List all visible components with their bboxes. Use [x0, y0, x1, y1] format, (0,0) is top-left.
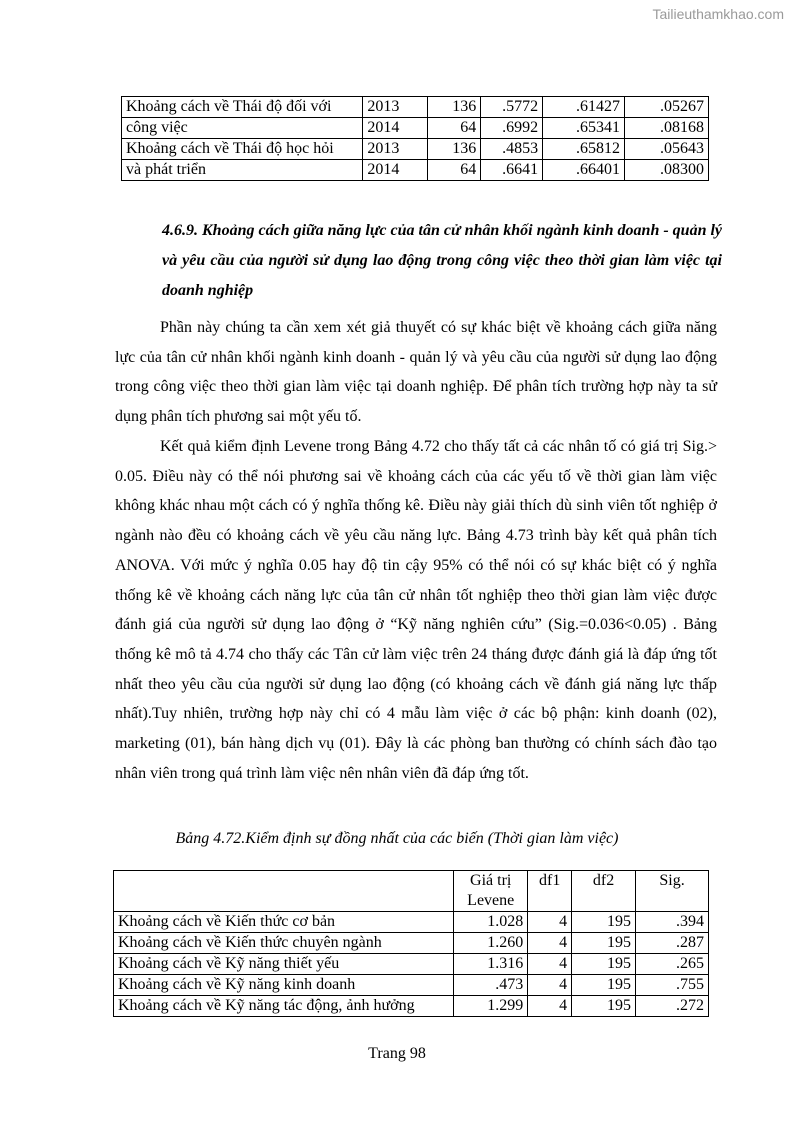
table-row: [122, 97, 709, 118]
df2-cell: 195: [572, 912, 636, 933]
df2-cell: 195: [572, 975, 636, 996]
table-row: [114, 912, 709, 933]
page-number: Trang 98: [368, 1045, 426, 1062]
header-levene: Giá trị Levene: [454, 871, 528, 912]
table-row: [114, 954, 709, 975]
se-cell: .08168: [625, 118, 709, 139]
paragraph-intro: Phần này chúng ta cần xem xét giả thuyết có sự khác biệt về khoảng cách giữa năng lực của tân cử nhân khối ngành kinh doanh - quản lý và yêu cầu của người sử dụng lao động trong công việc theo thời gian làm việc tại doanh nghiệp. Để phân tích trường hợp này ta sử dụng phân tích phương sai một yếu tố.: [115, 319, 717, 426]
table-row: [122, 139, 709, 160]
header-blank: [114, 871, 454, 912]
paragraph-results: Kết quả kiểm định Levene trong Bảng 4.72 cho thấy tất cả các nhân tố có giá trị Sig.> 0.05. Điều này có thể nói phương sai về khoảng cách của các yếu tố về thời gian làm việc không khác nhau một cách có ý nghĩa thống kê. Điều này giải thích dù sinh viên tốt nghiệp ở ngành nào đều có khoảng cách về yêu cầu năng lực. Bảng 4.73 trình bày kết quả phân tích ANOVA. Với mức ý nghĩa 0.05 hay độ tin cậy 95% có thể nói có sự khác biệt có ý nghĩa thống kê về khoảng cách năng lực của tân cử nhân tốt nghiệp theo thời gian làm việc được đánh giá của người sử dụng lao động ở “Kỹ năng nghiên cứu” (Sig.=0.036<0.05) . Bảng thống kê mô tả 4.74 cho thấy các Tân cử làm việc trên 24 tháng được đánh giá là đáp ứng tốt nhất theo yêu cầu của người sử dụng lao động (có khoảng cách về đánh giá năng lực thấp nhất).Tuy nhiên, trường hợp này chỉ có 4 mẫu làm việc ở các bộ phận: kinh doanh (02), marketing (01), bán hàng dịch vụ (01). Đây là các phòng ban thường có chính sách đào tạo nhân viên trong quá trình làm việc nên nhân viên đã đáp ứng tốt.: [115, 438, 717, 782]
se-cell: .05267: [625, 97, 709, 118]
year-cell: 2013: [363, 139, 428, 160]
n-cell: 136: [428, 139, 481, 160]
sd-cell: .66401: [543, 160, 625, 181]
sig-cell: .287: [636, 933, 709, 954]
levene-cell: .473: [454, 975, 528, 996]
levene-table: [113, 870, 709, 1017]
table-row: [122, 118, 709, 139]
row-label: công việc: [122, 118, 363, 139]
mean-cell: .6641: [481, 160, 543, 181]
year-cell: 2014: [363, 160, 428, 181]
levene-cell: 1.028: [454, 912, 528, 933]
row-label: Khoảng cách về Kiến thức chuyên ngành: [114, 933, 454, 954]
mean-cell: .5772: [481, 97, 543, 118]
table-header-row: [114, 871, 709, 912]
table-row: [114, 996, 709, 1017]
df1-cell: 4: [528, 996, 572, 1017]
df2-cell: 195: [572, 954, 636, 975]
df2-cell: 195: [572, 996, 636, 1017]
levene-cell: 1.299: [454, 996, 528, 1017]
row-label: Khoảng cách về Kỹ năng tác động, ảnh hưởng: [114, 996, 454, 1017]
sig-cell: .272: [636, 996, 709, 1017]
row-label: và phát triển: [122, 160, 363, 181]
header-df2: df2: [572, 871, 636, 912]
levene-cell: 1.316: [454, 954, 528, 975]
df1-cell: 4: [528, 912, 572, 933]
table-caption: Bảng 4.72.Kiểm định sự đồng nhất của các biến (Thời gian làm việc): [175, 830, 619, 847]
sig-cell: .755: [636, 975, 709, 996]
df2-cell: 195: [572, 933, 636, 954]
n-cell: 64: [428, 118, 481, 139]
sig-cell: .265: [636, 954, 709, 975]
year-cell: 2013: [363, 97, 428, 118]
mean-cell: .6992: [481, 118, 543, 139]
table-row: [114, 933, 709, 954]
header-df1: df1: [528, 871, 572, 912]
n-cell: 136: [428, 97, 481, 118]
row-label: Khoảng cách về Kiến thức cơ bản: [114, 912, 454, 933]
sig-cell: .394: [636, 912, 709, 933]
header-sig: Sig.: [636, 871, 709, 912]
df1-cell: 4: [528, 975, 572, 996]
sd-cell: .65812: [543, 139, 625, 160]
row-label: Khoảng cách về Thái độ đối với: [122, 97, 363, 118]
df1-cell: 4: [528, 954, 572, 975]
se-cell: .05643: [625, 139, 709, 160]
mean-cell: .4853: [481, 139, 543, 160]
row-label: Khoảng cách về Thái độ học hỏi: [122, 139, 363, 160]
sd-cell: .65341: [543, 118, 625, 139]
sd-cell: .61427: [543, 97, 625, 118]
year-cell: 2014: [363, 118, 428, 139]
table-row: [114, 975, 709, 996]
n-cell: 64: [428, 160, 481, 181]
table-row: [122, 160, 709, 181]
section-heading: 4.6.9. Khoảng cách giữa năng lực của tân cử nhân khối ngành kinh doanh - quản lý và yêu cầu của người sử dụng lao động trong công việc theo thời gian làm việc tại doanh nghiệp: [162, 222, 723, 299]
row-label: Khoảng cách về Kỹ năng kinh doanh: [114, 975, 454, 996]
row-label: Khoảng cách về Kỹ năng thiết yếu: [114, 954, 454, 975]
descriptive-table-continued: [121, 96, 709, 181]
watermark: Tailieuthamkhao.com: [652, 6, 784, 22]
levene-cell: 1.260: [454, 933, 528, 954]
se-cell: .08300: [625, 160, 709, 181]
df1-cell: 4: [528, 933, 572, 954]
